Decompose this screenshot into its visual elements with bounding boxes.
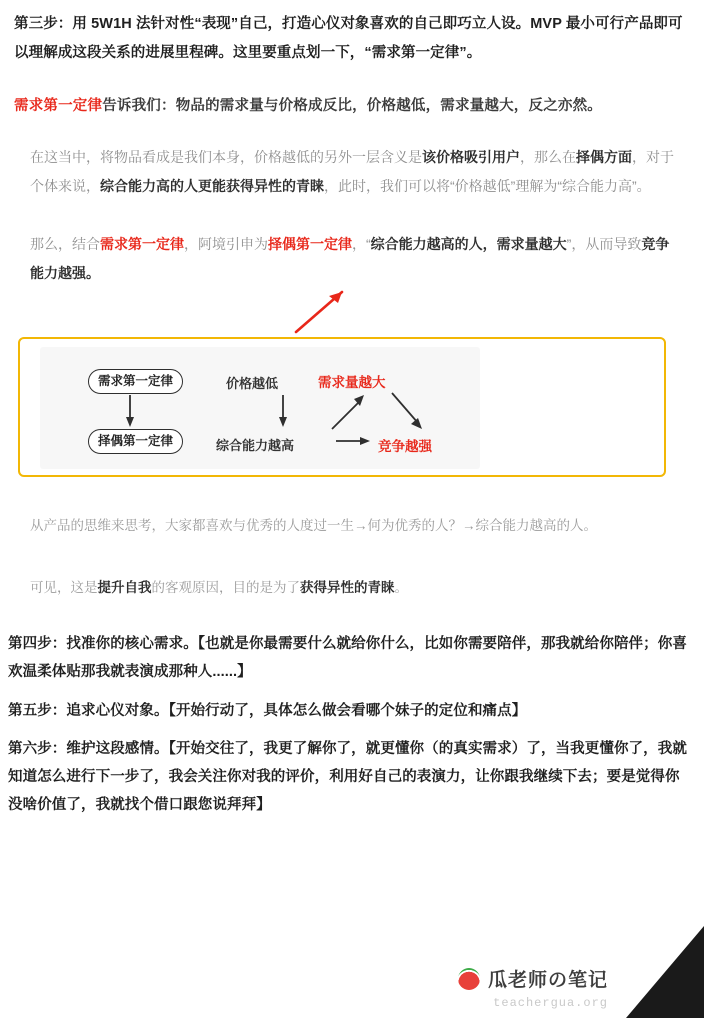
red-arrow-annotation: [288, 286, 358, 336]
p5-bold2: 获得异性的青睐: [300, 580, 395, 595]
p5-part2: 的客观原因，目的是为了: [151, 580, 300, 595]
diagram-box: [18, 337, 666, 477]
step-six: 第六步：维护这段感情。【开始交往了，我更了解你了，就更懂你（的真实需求）了，当我更懂你了，我就知道怎么进行下一步了，我会关注你对我的评价，利用好自己的表演力，让你跟我继续下去；要是觉得你没啥价值了，我就找个借口跟您说拜拜】: [8, 740, 687, 814]
diagram-node-demand-law: 需求第一定律: [88, 369, 183, 394]
law-content: 物品的需求量与价格成反比，价格越低，需求量越大，反之亦然。: [175, 98, 603, 114]
p2-bold3: 综合能力高的人更能获得异性的青睐: [100, 177, 324, 194]
p3-part1: 那么，结合: [30, 236, 100, 253]
law-tells-us: 告诉我们：: [102, 98, 176, 114]
step-five: 第五步：追求心仪对象。【开始行动了，具体怎么做会看哪个妹子的定位和痛点】: [8, 702, 527, 719]
p3-bold2: 竞争能力越强。: [30, 236, 670, 282]
p3-red2: 择偶第一定律: [268, 236, 352, 253]
brand-name: 瓜老师の笔记: [487, 970, 608, 991]
p3-red1: 需求第一定律: [100, 236, 184, 253]
diagram-label-price: 价格越低: [226, 376, 279, 391]
p2-bold2: 择偶方面: [576, 149, 632, 165]
intro-paragraph: 第三步：用 5W1H 法针对性“表现”自己，打造心仪对象喜欢的自己即巧立人设。MVP 最小可行产品即可以理解成这段关系的进展里程碑。这里要重点划一下，“需求第一定律”。: [14, 16, 683, 61]
p3-bold1: 综合能力越高的人，需求量越大: [370, 236, 567, 253]
p5-part1: 可见，这是: [30, 580, 98, 595]
paragraph-3: [14, 230, 690, 287]
paragraph-5: [30, 574, 684, 601]
paragraph-2: [14, 143, 690, 200]
footer-watermark: [0, 958, 704, 1018]
p3-part3: ，“: [352, 236, 371, 253]
paragraph-4: 从产品的思维来思考，大家都喜欢与优秀的人度过一生→何为优秀的人？→综合能力越高的人。: [30, 518, 597, 533]
p3-part2: ，阿境引申为: [184, 236, 268, 253]
step-four: 第四步：找准你的核心需求。【也就是你最需要什么就给你什么，比如你需要陪伴，那我就给你陪伴；你喜欢温柔体贴那我就表演成那种人......】: [8, 636, 687, 681]
p3-part4: ”，从而导致: [566, 236, 642, 253]
diagram-label-demand-big: 需求量越大: [318, 375, 386, 390]
diagram-label-ability: 综合能力越高: [216, 438, 295, 453]
steps-list: [8, 630, 690, 830]
p5-part3: 。: [394, 580, 408, 595]
brand-logo: [458, 965, 608, 992]
corner-decoration: [626, 926, 704, 1018]
brand-url: teachergua.org: [493, 996, 608, 1010]
p2-part4: ，此时，我们可以将“价格越低”理解为“综合能力高”。: [324, 177, 651, 194]
p2-bold1: 该价格吸引用户: [422, 149, 520, 165]
p2-part2: ，那么在: [520, 149, 576, 165]
law-heading: [14, 94, 690, 115]
diagram-label-compete: 竞争越强: [378, 439, 432, 454]
p2-part1: 在这当中，将物品看成是我们本身，价格越低的另外一层含义是: [30, 149, 422, 165]
p2-part3: ，对于个体来说，: [30, 149, 674, 194]
diagram-arrows: [40, 347, 480, 469]
p5-bold1: 提升自我: [97, 580, 152, 595]
diagram-background: [40, 347, 480, 469]
diagram-node-mate-law: 择偶第一定律: [88, 429, 183, 454]
law-name: 需求第一定律: [14, 98, 103, 114]
watermelon-icon: [458, 968, 480, 990]
